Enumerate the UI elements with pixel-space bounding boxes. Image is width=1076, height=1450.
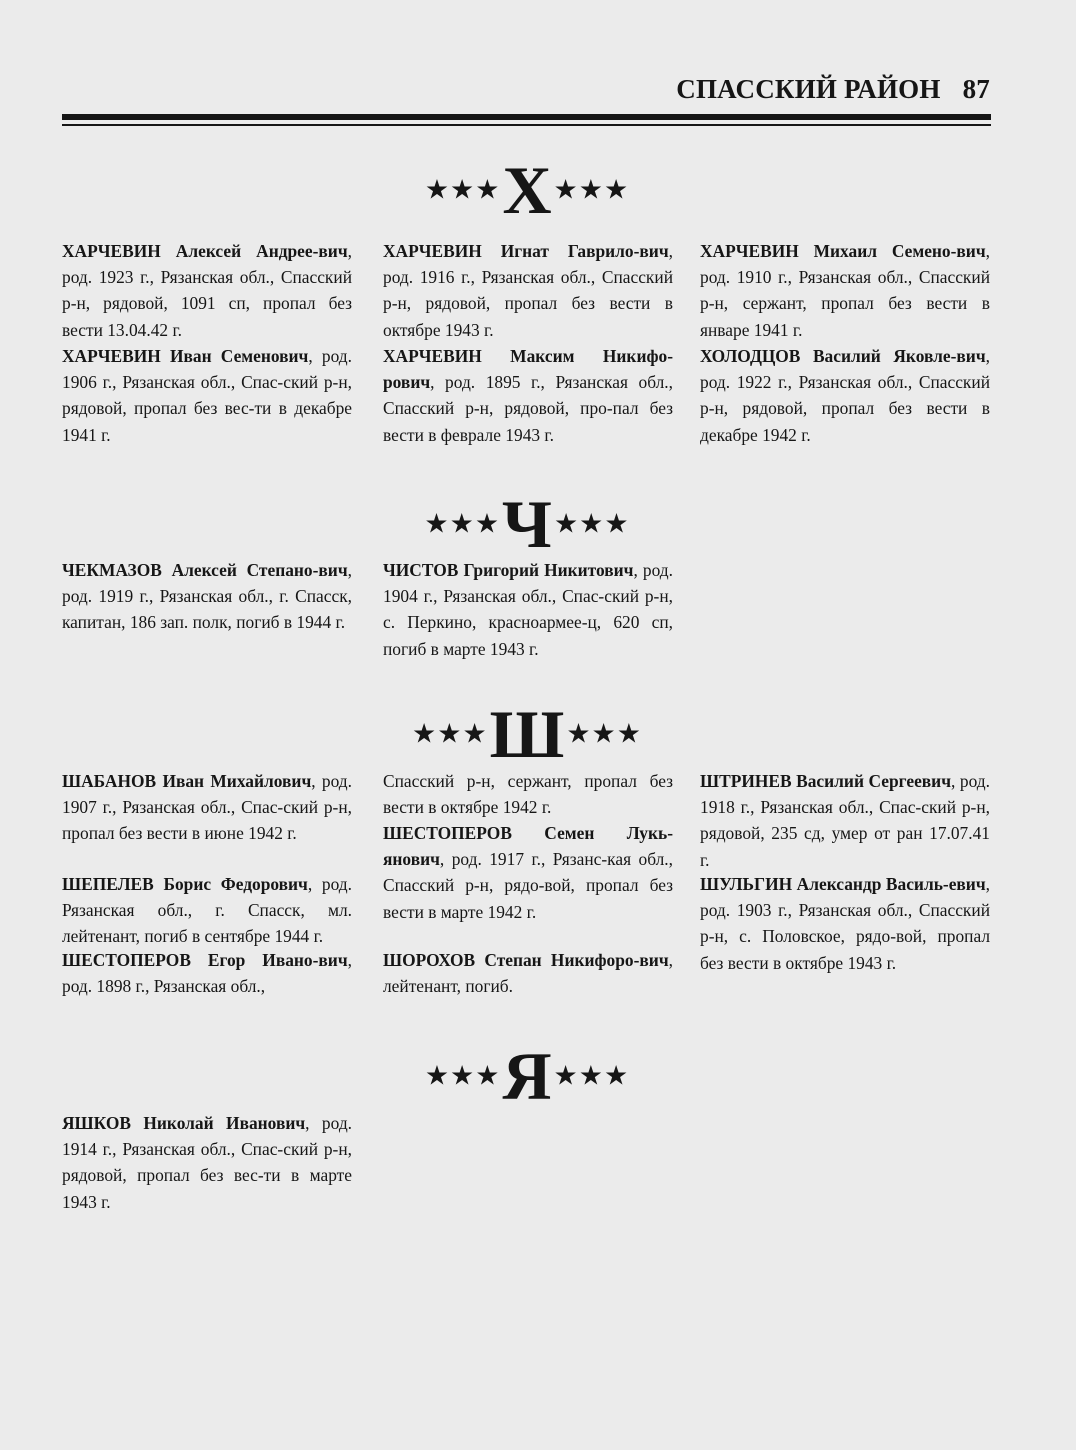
entry-text: , лейтенант, погиб. (383, 950, 673, 997)
entry-text: , род. 1918 г., Рязанская обл., Спас-ский р-н, рядовой, 235 сд, умер от ран 17.07.41 г. (700, 771, 991, 870)
entry-name: ШТРИНЕВ Василий Сергеевич (700, 771, 952, 791)
entry-name: ШАБАНОВ Иван Михайлович (62, 771, 312, 791)
entry-kholodtsov-vasilii (700, 343, 990, 448)
page-header (676, 74, 990, 105)
page-number: 87 (962, 74, 990, 104)
entry-yashkov-nikolai (62, 1110, 352, 1215)
star-icon-group-right: ★★★ (553, 508, 630, 539)
entry-shepelev-boris (62, 871, 352, 950)
star-icon-group-left: ★★★ (424, 174, 501, 205)
entry-text: , род. 1906 г., Рязанская обл., Спас-ский р-н, рядовой, пропал без вес-ти в декабре 1941 г. (62, 346, 352, 445)
entry-name: ХАРЧЕВИН Алексей Андрее-вич (62, 241, 348, 261)
section-heading-sh (380, 696, 674, 772)
star-icon-group-right: ★★★ (553, 174, 630, 205)
entry-shestoperov-egor-continued (383, 768, 673, 820)
entry-shestoperov-egor (62, 947, 352, 999)
entry-kharchevin-ivan (62, 343, 352, 448)
entry-name: ХАРЧЕВИН Максим Никифо-рович (383, 346, 673, 393)
entry-name: ШЕПЕЛЕВ Борис Федорович (62, 874, 308, 894)
section-heading-ch (380, 486, 674, 562)
section-letter: Х (502, 152, 552, 228)
entry-shorokhov-stepan (383, 947, 673, 999)
section-letter: Ч (502, 486, 552, 562)
entry-name: ЧЕКМАЗОВ Алексей Степано-вич (62, 560, 348, 580)
entry-chistov-grigorii (383, 557, 673, 662)
entry-text: , род. 1898 г., Рязанская обл., (62, 950, 352, 997)
entry-text: , род. 1895 г., Рязанская обл., Спасский р-н, рядовой, про-пал без вести в феврале 1943 г. (383, 372, 673, 445)
entry-shtrinev-vasilii (700, 768, 990, 873)
entry-name: ХОЛОДЦОВ Василий Яковле-вич (700, 346, 986, 366)
section-letter: Я (502, 1038, 552, 1114)
running-title: СПАССКИЙ РАЙОН (676, 74, 941, 104)
entry-text: , род. 1903 г., Рязанская обл., Спасский р-н, с. Половское, рядо-вой, пропал без вести в октябре 1943 г. (700, 874, 990, 973)
entry-kharchevin-aleksei (62, 238, 352, 343)
entry-text: , род. 1904 г., Рязанская обл., Спас-ский р-н, с. Перкино, красноармее-ц, 620 сп, погиб в марте 1943 г. (383, 560, 674, 659)
entry-name: ШЕСТОПЕРОВ Егор Ивано-вич (62, 950, 348, 970)
entry-name: ХАРЧЕВИН Игнат Гаврило-вич (383, 241, 669, 261)
entry-text: , род. 1922 г., Рязанская обл., Спасский р-н, рядовой, пропал без вести в декабре 1942 г. (700, 346, 990, 445)
entry-text: , род. 1910 г., Рязанская обл., Спасский р-н, сержант, пропал без вести в январе 1941 г. (700, 241, 990, 340)
star-icon-group-right: ★★★ (553, 1060, 630, 1091)
entry-text: , род. 1917 г., Рязанс-кая обл., Спасский р-н, рядо-вой, пропал без вести в марте 1942 г. (383, 849, 673, 922)
header-rule-thick (62, 114, 991, 120)
entry-shestoperov-semen (383, 820, 673, 925)
entry-text: , род. 1916 г., Рязанская обл., Спасский р-н, рядовой, пропал без вести в октябре 1943 г. (383, 241, 673, 340)
section-letter: Ш (489, 696, 565, 772)
entry-kharchevin-mikhail (700, 238, 990, 343)
entry-chekmazov-aleksei (62, 557, 352, 636)
entry-text: , род. 1907 г., Рязанская обл., Спас-ский р-н, пропал без вести в июне 1942 г. (62, 771, 352, 844)
entry-name: ШОРОХОВ Степан Никифоро-вич (383, 950, 669, 970)
star-icon-group-right: ★★★ (566, 718, 642, 749)
entry-kharchevin-maksim (383, 343, 673, 448)
entry-name: ШУЛЬГИН Александр Василь-евич (700, 874, 986, 894)
entry-name: ХАРЧЕВИН Михаил Семено-вич (700, 241, 986, 261)
entry-name: ЯШКОВ Николай Иванович (62, 1113, 306, 1133)
section-heading-kh (380, 152, 674, 228)
entry-name: ЧИСТОВ Григорий Никитович (383, 560, 634, 580)
star-icon-group-left: ★★★ (424, 508, 501, 539)
star-icon-group-left: ★★★ (424, 1060, 501, 1091)
entry-text: Спасский р-н, сержант, пропал без вести в октябре 1942 г. (383, 771, 673, 818)
entry-text: , род. Рязанская обл., г. Спасск, мл. лейтенант, погиб в сентябре 1944 г. (62, 874, 353, 947)
entry-text: , род. 1914 г., Рязанская обл., Спас-ский р-н, рядовой, пропал без вес-ти в марте 1943 г. (62, 1113, 353, 1212)
section-heading-ya (380, 1038, 674, 1114)
entry-name: ШЕСТОПЕРОВ Семен Лукь-янович (383, 823, 673, 870)
entry-shulgin-aleksandr (700, 871, 990, 976)
entry-name: ХАРЧЕВИН Иван Семенович (62, 346, 309, 366)
entry-text: , род. 1923 г., Рязанская обл., Спасский р-н, рядовой, 1091 сп, пропал без вести 13.04.42 г. (62, 241, 352, 340)
entry-shabanov-ivan (62, 768, 352, 847)
header-rule-thin (62, 124, 991, 126)
star-icon-group-left: ★★★ (412, 718, 488, 749)
entry-text: , род. 1919 г., Рязанская обл., г. Спасск, капитан, 186 зап. полк, погиб в 1944 г. (62, 560, 352, 633)
entry-kharchevin-ignat (383, 238, 673, 343)
